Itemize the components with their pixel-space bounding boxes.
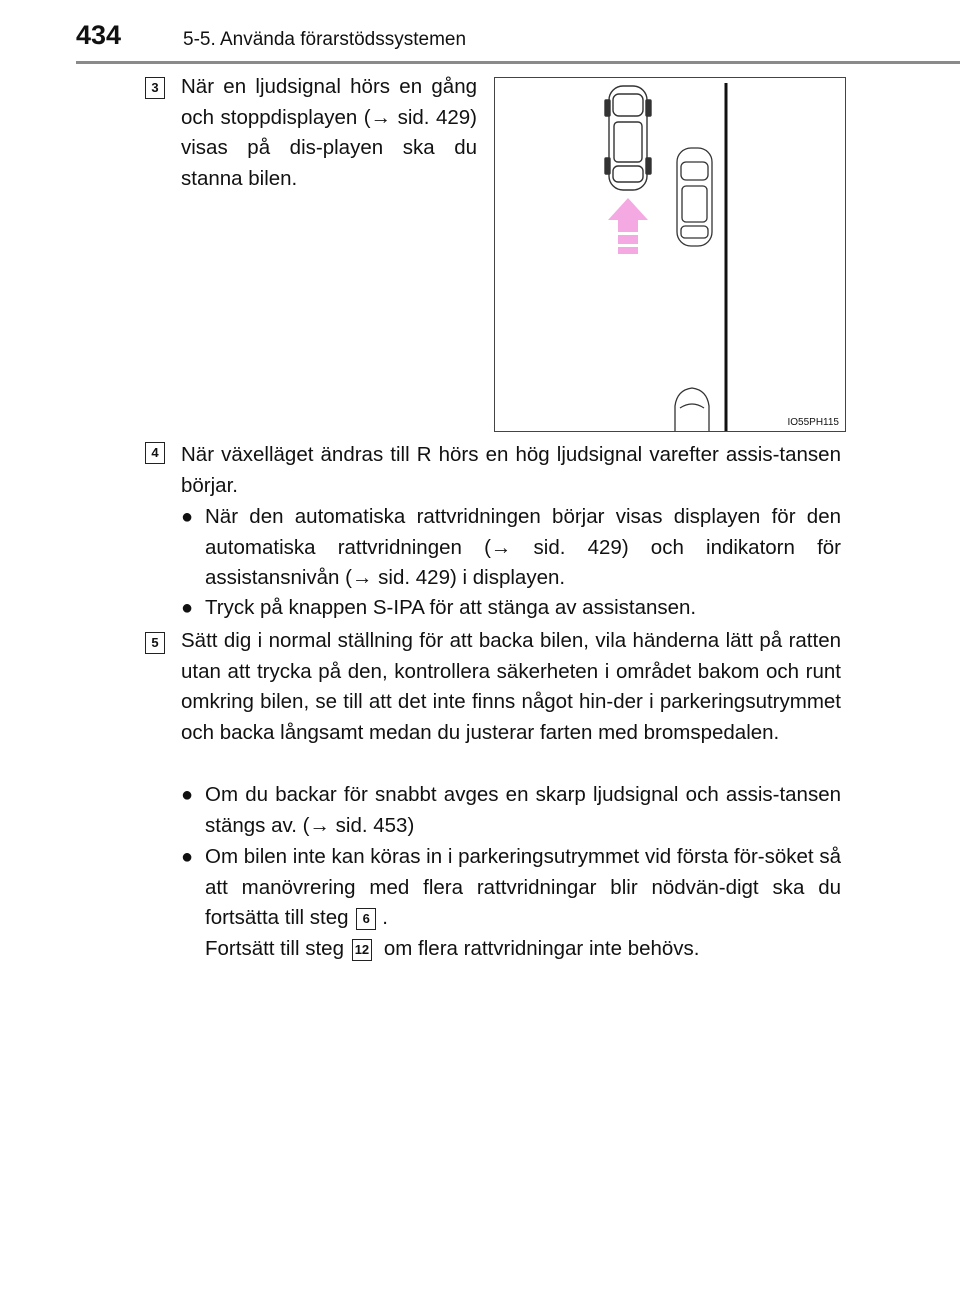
bullet-icon: ● bbox=[181, 597, 194, 619]
parked-car-icon bbox=[677, 148, 712, 246]
section-title: 5-5. Använda förarstödssystemen bbox=[183, 29, 467, 50]
step-4-bullet-2 bbox=[181, 593, 841, 624]
bullet-text bbox=[205, 842, 841, 964]
step-reference-12: 12 bbox=[352, 939, 372, 961]
bullet-icon: ● bbox=[181, 846, 194, 868]
header-rule bbox=[76, 61, 960, 64]
up-arrow-icon bbox=[608, 198, 648, 254]
page-number: 434 bbox=[76, 20, 122, 50]
page-header bbox=[0, 0, 960, 66]
step-number-3: 3 bbox=[145, 77, 165, 99]
bullet-text: Om du backar för snabbt avges en skarp ljudsignal och assis-tansen stängs av. (→ sid. 453) bbox=[205, 783, 841, 837]
step-5-bullet-2 bbox=[181, 842, 841, 964]
bullet-text-part: Fortsätt till steg bbox=[205, 936, 344, 960]
own-car-icon bbox=[605, 86, 651, 190]
step-4-text: När växelläget ändras till R hörs en hög ljudsignal varefter assis-tansen börjar. bbox=[181, 443, 841, 497]
step-number-5: 5 bbox=[145, 632, 165, 654]
bullet-text: När den automatiska rattvridningen börjar visas displayen för den automatiska rattvridningen (→ sid. 429) och indikatorn för assistansnivån (→ sid. 429) i displayen. bbox=[205, 505, 841, 589]
step-reference-6: 6 bbox=[356, 908, 376, 930]
parking-diagram bbox=[495, 78, 845, 431]
parking-illustration bbox=[494, 77, 846, 432]
bullet-text-part: . bbox=[382, 906, 388, 929]
rear-car-icon bbox=[675, 388, 709, 431]
step-4-bullet-1 bbox=[181, 502, 841, 594]
step-5-text: Sätt dig i normal ställning för att backa bilen, vila händerna lätt på ratten utan att trycka på den, kontrollera säkerheten i området bakom och runt omkring bilen, se till att det inte finns något hin-der i parkeringsutrymmet och backa långsamt medan du justerar farten med bromspedalen. bbox=[181, 629, 841, 744]
figure-code: IO55PH115 bbox=[787, 417, 839, 428]
bullet-text-part: om flera rattvridningar inte behövs. bbox=[383, 936, 700, 960]
bullet-icon: ● bbox=[181, 784, 194, 806]
step-5-bullet-1 bbox=[181, 780, 841, 841]
step-number-4: 4 bbox=[145, 442, 165, 464]
bullet-icon: ● bbox=[181, 506, 194, 528]
bullet-text-part: Om bilen inte kan köras in i parkeringsutrymmet vid första för-söket så att manövrering med flera rattvridningar blir nödvän-digt ska du fortsätta till steg bbox=[205, 845, 841, 929]
bullet-text: Tryck på knappen S-IPA för att stänga av assistansen. bbox=[205, 596, 697, 619]
step-3-text: När en ljudsignal hörs en gång och stoppdisplayen (→ sid. 429) visas på dis-playen ska du stanna bilen. bbox=[181, 75, 477, 190]
